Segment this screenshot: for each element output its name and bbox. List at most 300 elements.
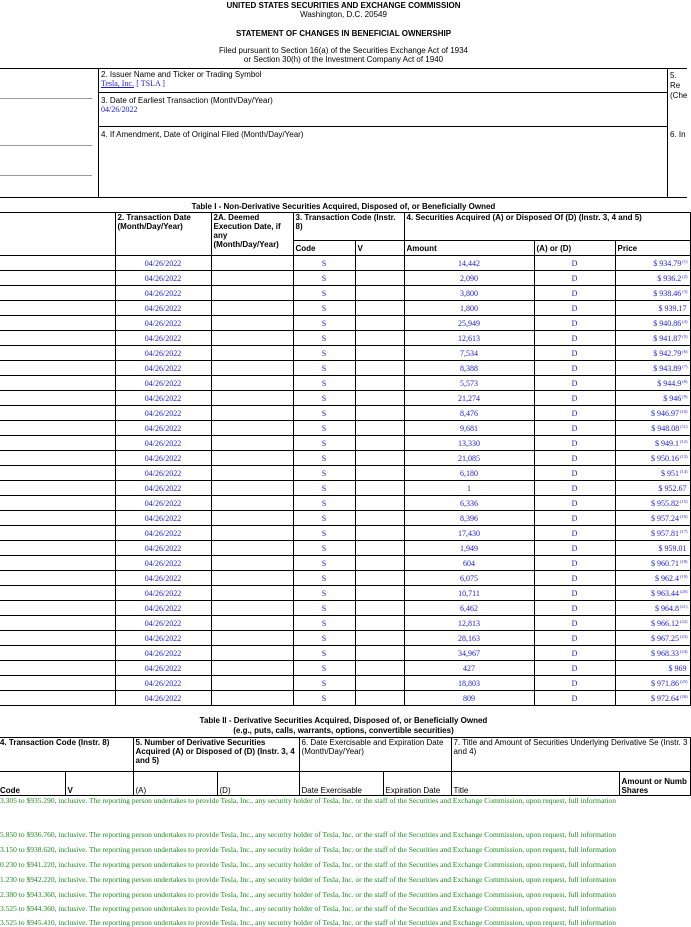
row-transaction-date: 04/26/2022	[115, 631, 211, 646]
row-deemed-date	[211, 391, 293, 406]
row-deemed-date	[211, 421, 293, 436]
col-deemed-execution-date: 2A. Deemed Execution Date, if any (Month/Day/Year)	[211, 213, 293, 256]
row-v	[355, 331, 404, 346]
footnote-ref[interactable]: (6)	[682, 348, 688, 354]
t2-sub-amount-shares: Amount or Numb Shares	[619, 772, 690, 796]
footnote-ref[interactable]: (12)	[680, 438, 688, 444]
row-security-title	[0, 331, 115, 346]
row-transaction-date: 04/26/2022	[115, 676, 211, 691]
row-a-or-d: D	[534, 331, 615, 346]
footnote-text: 1.230 to $942.220, inclusive. The reporting person undertakes to provide Tesla, Inc., any security holder of Tesla, Inc. or the staff of the Securities and Exchange Commission, upon request, full information	[0, 875, 616, 884]
row-v	[355, 601, 404, 616]
row-amount: 21,085	[404, 451, 534, 466]
footnote-text: 3.305 to $935.290, inclusive. The reporting person undertakes to provide Tesla, Inc., any security holder of Tesla, Inc. or the staff of the Securities and Exchange Commission, upon request, full information	[0, 796, 616, 805]
row-deemed-date	[211, 436, 293, 451]
row-security-title	[0, 601, 115, 616]
col-securities-acquired-disposed: 4. Securities Acquired (A) or Disposed Of (D) (Instr. 3, 4 and 5)	[404, 213, 690, 241]
footnote-ref[interactable]: (16)	[680, 513, 688, 519]
row-a-or-d: D	[534, 316, 615, 331]
row-v	[355, 466, 404, 481]
row-v	[355, 691, 404, 706]
row-deemed-date	[211, 676, 293, 691]
sub-price: Price	[615, 241, 690, 256]
row-amount: 6,462	[404, 601, 534, 616]
filed-pursuant-line-2: or Section 30(h) of the Investment Company Act of 1940	[243, 55, 444, 64]
table-2	[0, 737, 691, 796]
agency-title: UNITED STATES SECURITIES AND EXCHANGE COMMISSION	[226, 1, 461, 10]
row-code: S	[293, 601, 355, 616]
row-deemed-date	[211, 331, 293, 346]
row-security-title	[0, 361, 115, 376]
row-v	[355, 661, 404, 676]
box-4-amendment	[98, 127, 668, 198]
footnote-ref[interactable]: (15)	[680, 498, 688, 504]
row-v	[355, 391, 404, 406]
row-code: S	[293, 421, 355, 436]
row-security-title	[0, 391, 115, 406]
row-v	[355, 451, 404, 466]
row-price: $ 934.79$^{(1)}$	[615, 256, 690, 271]
row-a-or-d: D	[534, 541, 615, 556]
row-security-title	[0, 541, 115, 556]
row-transaction-date: 04/26/2022	[115, 511, 211, 526]
row-a-or-d: D	[534, 271, 615, 286]
footnote-ref[interactable]: (7)	[682, 363, 688, 369]
table-row	[0, 511, 690, 526]
row-deemed-date	[211, 601, 293, 616]
footnote-ref[interactable]: (17)	[680, 528, 688, 534]
row-deemed-date	[211, 451, 293, 466]
row-transaction-date: 04/26/2022	[115, 481, 211, 496]
row-code: S	[293, 631, 355, 646]
footnote-ref[interactable]: (3)	[682, 288, 688, 294]
footnote-ref[interactable]: (21)	[680, 603, 688, 609]
row-code: S	[293, 376, 355, 391]
table-row	[0, 301, 690, 316]
row-a-or-d: D	[534, 256, 615, 271]
footnote-ref[interactable]: (1)	[682, 258, 688, 264]
row-transaction-date: 04/26/2022	[115, 601, 211, 616]
row-code: S	[293, 646, 355, 661]
row-security-title	[0, 346, 115, 361]
row-code: S	[293, 661, 355, 676]
row-transaction-date: 04/26/2022	[115, 496, 211, 511]
row-a-or-d: D	[534, 286, 615, 301]
table-row	[0, 616, 690, 631]
col-title-and-amount: 7. Title and Amount of Securities Underlying Derivative Se (Instr. 3 and 4)	[451, 738, 690, 772]
row-security-title	[0, 271, 115, 286]
row-price: $ 952.67	[615, 481, 690, 496]
table-row	[0, 646, 690, 661]
row-v	[355, 376, 404, 391]
row-code: S	[293, 481, 355, 496]
footnote-ref[interactable]: (14)	[680, 468, 688, 474]
footnote-text: 2.380 to $943.360, inclusive. The reporting person undertakes to provide Tesla, Inc., any security holder of Tesla, Inc. or the staff of the Securities and Exchange Commission, upon request, full information	[0, 890, 616, 899]
row-amount: 17,430	[404, 526, 534, 541]
row-price: $ 941.87$^{(5)}$	[615, 331, 690, 346]
footnote-ref[interactable]: (19)	[680, 573, 688, 579]
footnote-ref[interactable]: (22)	[680, 618, 688, 624]
row-amount: 13,330	[404, 436, 534, 451]
box-2-issuer	[98, 68, 668, 93]
box-3-label: 3. Date of Earliest Transaction (Month/Day/Year)	[101, 96, 273, 105]
sub-code: Code	[293, 241, 355, 256]
row-transaction-date: 04/26/2022	[115, 616, 211, 631]
footnote-ref[interactable]: (18)	[680, 558, 688, 564]
row-security-title	[0, 631, 115, 646]
row-price: $ 957.24$^{(16)}$	[615, 511, 690, 526]
row-price: $ 940.86$^{(4)}$	[615, 316, 690, 331]
row-v	[355, 256, 404, 271]
row-amount: 10,711	[404, 586, 534, 601]
row-security-title	[0, 526, 115, 541]
row-amount: 7,534	[404, 346, 534, 361]
row-security-title	[0, 586, 115, 601]
row-transaction-date: 04/26/2022	[115, 526, 211, 541]
footnote-ref[interactable]: (5)	[682, 333, 688, 339]
footnote-ref[interactable]: (10)	[680, 408, 688, 414]
row-price: $ 936.2$^{(2)}$	[615, 271, 690, 286]
row-a-or-d: D	[534, 646, 615, 661]
row-code: S	[293, 271, 355, 286]
row-amount: 18,803	[404, 676, 534, 691]
row-a-or-d: D	[534, 586, 615, 601]
row-amount: 6,336	[404, 496, 534, 511]
row-code: S	[293, 526, 355, 541]
row-price: $ 959.01	[615, 541, 690, 556]
row-transaction-date: 04/26/2022	[115, 331, 211, 346]
row-transaction-date: 04/26/2022	[115, 646, 211, 661]
agency-location: Washington, D.C. 20549	[300, 10, 387, 19]
sub-a-or-d: (A) or (D)	[534, 241, 615, 256]
row-a-or-d: D	[534, 361, 615, 376]
row-security-title	[0, 691, 115, 706]
row-security-title	[0, 661, 115, 676]
row-amount: 809	[404, 691, 534, 706]
row-amount: 427	[404, 661, 534, 676]
row-transaction-date: 04/26/2022	[115, 691, 211, 706]
row-price: $ 955.82$^{(15)}$	[615, 496, 690, 511]
row-security-title	[0, 616, 115, 631]
box-4-label: 4. If Amendment, Date of Original Filed (Month/Day/Year)	[101, 130, 304, 139]
footnote-ref[interactable]: (26)	[680, 693, 688, 699]
row-security-title	[0, 436, 115, 451]
table-1	[0, 212, 691, 706]
row-a-or-d: D	[534, 406, 615, 421]
t2-sub-expiration-date: Expiration Date	[383, 772, 451, 796]
row-v	[355, 436, 404, 451]
row-code: S	[293, 256, 355, 271]
row-deemed-date	[211, 361, 293, 376]
row-code: S	[293, 361, 355, 376]
row-price: $ 942.79$^{(6)}$	[615, 346, 690, 361]
row-deemed-date	[211, 661, 293, 676]
row-v	[355, 481, 404, 496]
footnote-ref[interactable]: (24)	[680, 648, 688, 654]
row-transaction-date: 04/26/2022	[115, 586, 211, 601]
row-amount: 34,967	[404, 646, 534, 661]
row-deemed-date	[211, 556, 293, 571]
row-deemed-date	[211, 541, 293, 556]
row-v	[355, 421, 404, 436]
row-v	[355, 511, 404, 526]
row-v	[355, 586, 404, 601]
row-amount: 8,476	[404, 406, 534, 421]
box-6-label: 6. In	[670, 130, 686, 139]
row-deemed-date	[211, 616, 293, 631]
row-security-title	[0, 406, 115, 421]
footnote-ref[interactable]: (9)	[682, 393, 688, 399]
table-row	[0, 676, 690, 691]
t2-sub-code: Code	[0, 772, 65, 796]
row-price: $ 946$^{(9)}$	[615, 391, 690, 406]
footnote-ref[interactable]: (13)	[680, 453, 688, 459]
table-row	[0, 631, 690, 646]
row-a-or-d: D	[534, 526, 615, 541]
row-code: S	[293, 616, 355, 631]
row-deemed-date	[211, 301, 293, 316]
box-5-label: 5. Re (Che	[670, 71, 688, 100]
table-row	[0, 346, 690, 361]
row-deemed-date	[211, 406, 293, 421]
row-v	[355, 496, 404, 511]
row-security-title	[0, 316, 115, 331]
row-security-title	[0, 451, 115, 466]
row-deemed-date	[211, 346, 293, 361]
row-security-title	[0, 466, 115, 481]
row-price: $ 944.9$^{(8)}$	[615, 376, 690, 391]
row-price: $ 949.1$^{(12)}$	[615, 436, 690, 451]
row-a-or-d: D	[534, 676, 615, 691]
row-transaction-date: 04/26/2022	[115, 541, 211, 556]
table-row	[0, 601, 690, 616]
row-transaction-date: 04/26/2022	[115, 256, 211, 271]
footnote-text: 3.525 to $944.360, inclusive. The reporting person undertakes to provide Tesla, Inc., any security holder of Tesla, Inc. or the staff of the Securities and Exchange Commission, upon request, full information	[0, 904, 616, 913]
row-transaction-date: 04/26/2022	[115, 436, 211, 451]
row-amount: 1,800	[404, 301, 534, 316]
row-a-or-d: D	[534, 601, 615, 616]
t2-sub-date-exercisable: Date Exercisable	[299, 772, 383, 796]
filed-pursuant-line-1: Filed pursuant to Section 16(a) of the Securities Exchange Act of 1934	[218, 46, 469, 55]
table-row	[0, 436, 690, 451]
row-code: S	[293, 346, 355, 361]
row-price: $ 943.89$^{(7)}$	[615, 361, 690, 376]
row-amount: 8,396	[404, 511, 534, 526]
box-2-label: 2. Issuer Name and Ticker or Trading Symbol	[101, 70, 262, 79]
row-code: S	[293, 541, 355, 556]
row-price: $ 969	[615, 661, 690, 676]
t2-sub-d: (D)	[217, 772, 299, 796]
table-row	[0, 571, 690, 586]
row-amount: 1,949	[404, 541, 534, 556]
table-row	[0, 256, 690, 271]
table-row	[0, 271, 690, 286]
row-transaction-date: 04/26/2022	[115, 556, 211, 571]
footnote-text: 3.525 to $945.410, inclusive. The reporting person undertakes to provide Tesla, Inc., any security holder of Tesla, Inc. or the staff of the Securities and Exchange Commission, upon request, full information	[0, 918, 616, 927]
table-1-title: Table I - Non-Derivative Securities Acquired, Disposed of, or Beneficially Owned	[191, 202, 496, 211]
row-amount: 28,163	[404, 631, 534, 646]
row-code: S	[293, 451, 355, 466]
row-code: S	[293, 316, 355, 331]
row-transaction-date: 04/26/2022	[115, 451, 211, 466]
row-a-or-d: D	[534, 571, 615, 586]
row-amount: 2,090	[404, 271, 534, 286]
row-security-title	[0, 421, 115, 436]
row-price: $ 951$^{(14)}$	[615, 466, 690, 481]
issuer-name-link[interactable]: Tesla, Inc.	[101, 79, 134, 88]
row-a-or-d: D	[534, 616, 615, 631]
row-a-or-d: D	[534, 631, 615, 646]
row-v	[355, 286, 404, 301]
row-security-title	[0, 556, 115, 571]
row-price: $ 964.8$^{(21)}$	[615, 601, 690, 616]
row-code: S	[293, 571, 355, 586]
row-price: $ 963.44$^{(20)}$	[615, 586, 690, 601]
row-deemed-date	[211, 496, 293, 511]
table-row	[0, 361, 690, 376]
row-amount: 6,075	[404, 571, 534, 586]
row-a-or-d: D	[534, 481, 615, 496]
row-v	[355, 271, 404, 286]
table-row	[0, 556, 690, 571]
footnote-ref[interactable]: (4)	[682, 318, 688, 324]
row-price: $ 938.46$^{(3)}$	[615, 286, 690, 301]
box-3-earliest-date	[98, 93, 668, 127]
row-deemed-date	[211, 691, 293, 706]
row-price: $ 946.97$^{(10)}$	[615, 406, 690, 421]
row-security-title	[0, 571, 115, 586]
row-transaction-date: 04/26/2022	[115, 421, 211, 436]
row-a-or-d: D	[534, 496, 615, 511]
row-price: $ 948.08$^{(11)}$	[615, 421, 690, 436]
row-code: S	[293, 586, 355, 601]
row-a-or-d: D	[534, 421, 615, 436]
row-v	[355, 361, 404, 376]
row-code: S	[293, 676, 355, 691]
row-deemed-date	[211, 481, 293, 496]
table-row	[0, 481, 690, 496]
row-v	[355, 571, 404, 586]
row-code: S	[293, 496, 355, 511]
row-transaction-date: 04/26/2022	[115, 661, 211, 676]
col-transaction-code: 3. Transaction Code (Instr. 8)	[293, 213, 404, 241]
row-transaction-date: 04/26/2022	[115, 376, 211, 391]
row-deemed-date	[211, 511, 293, 526]
row-price: $ 966.12$^{(22)}$	[615, 616, 690, 631]
form-title: STATEMENT OF CHANGES IN BENEFICIAL OWNERSHIP	[235, 29, 452, 38]
footnote-ref[interactable]: (20)	[680, 588, 688, 594]
row-a-or-d: D	[534, 661, 615, 676]
row-transaction-date: 04/26/2022	[115, 316, 211, 331]
row-a-or-d: D	[534, 511, 615, 526]
row-security-title	[0, 286, 115, 301]
table-row	[0, 691, 690, 706]
row-transaction-date: 04/26/2022	[115, 466, 211, 481]
row-code: S	[293, 466, 355, 481]
footnote-text: 5.850 to $936.760, inclusive. The reporting person undertakes to provide Tesla, Inc., any security holder of Tesla, Inc. or the staff of the Securities and Exchange Commission, upon request, full information	[0, 830, 616, 839]
row-amount: 5,573	[404, 376, 534, 391]
row-a-or-d: D	[534, 376, 615, 391]
earliest-transaction-date: 04/26/2022	[101, 105, 138, 114]
row-deemed-date	[211, 526, 293, 541]
row-deemed-date	[211, 466, 293, 481]
row-price: $ 960.71$^{(18)}$	[615, 556, 690, 571]
row-v	[355, 616, 404, 631]
row-deemed-date	[211, 376, 293, 391]
ticker-symbol: [ TSLA ]	[136, 79, 165, 88]
row-price: $ 950.16$^{(13)}$	[615, 451, 690, 466]
row-security-title	[0, 646, 115, 661]
table-row	[0, 661, 690, 676]
col-number-of-derivative-securities: 5. Number of Derivative Securities Acquired (A) or Disposed of (D) (Instr. 3, 4 and 5)	[133, 738, 299, 772]
row-deemed-date	[211, 286, 293, 301]
row-amount: 6,180	[404, 466, 534, 481]
col-derivative-transaction-code: 4. Transaction Code (Instr. 8)	[0, 738, 133, 772]
row-amount: 604	[404, 556, 534, 571]
row-amount: 12,813	[404, 616, 534, 631]
row-amount: 21,274	[404, 391, 534, 406]
row-deemed-date	[211, 571, 293, 586]
row-a-or-d: D	[534, 346, 615, 361]
footnote-ref[interactable]: (25)	[680, 678, 688, 684]
footnote-text: 0.230 to $941.220, inclusive. The reporting person undertakes to provide Tesla, Inc., any security holder of Tesla, Inc. or the staff of the Securities and Exchange Commission, upon request, full information	[0, 860, 616, 869]
row-a-or-d: D	[534, 691, 615, 706]
row-v	[355, 301, 404, 316]
row-amount: 12,613	[404, 331, 534, 346]
footnote-ref[interactable]: (11)	[680, 423, 688, 429]
row-amount: 25,949	[404, 316, 534, 331]
row-v	[355, 556, 404, 571]
sub-v: V	[355, 241, 404, 256]
row-code: S	[293, 556, 355, 571]
col-date-exercisable-expiration: 6. Date Exercisable and Expiration Date (Month/Day/Year)	[299, 738, 451, 772]
footnote-ref[interactable]: (23)	[680, 633, 688, 639]
footnote-text: 3.150 to $938.620, inclusive. The reporting person undertakes to provide Tesla, Inc., any security holder of Tesla, Inc. or the staff of the Securities and Exchange Commission, upon request, full information	[0, 845, 616, 854]
table-row	[0, 316, 690, 331]
table-row	[0, 466, 690, 481]
table-1-col-1	[0, 213, 115, 256]
row-price: $ 971.86$^{(25)}$	[615, 676, 690, 691]
t2-sub-v: V	[65, 772, 133, 796]
row-security-title	[0, 676, 115, 691]
footnote-ref[interactable]: (2)	[682, 273, 688, 279]
row-code: S	[293, 691, 355, 706]
row-transaction-date: 04/26/2022	[115, 346, 211, 361]
table-row	[0, 586, 690, 601]
t2-sub-a: (A)	[133, 772, 217, 796]
row-amount: 1	[404, 481, 534, 496]
t2-sub-title: Title	[451, 772, 619, 796]
table-2-subtitle: (e.g., puts, calls, warrants, options, convertible securities)	[233, 726, 454, 735]
row-deemed-date	[211, 646, 293, 661]
footnote-ref[interactable]: (8)	[682, 378, 688, 384]
row-code: S	[293, 406, 355, 421]
table-row	[0, 391, 690, 406]
row-v	[355, 676, 404, 691]
sub-amount: Amount	[404, 241, 534, 256]
row-v	[355, 406, 404, 421]
row-amount: 9,681	[404, 421, 534, 436]
row-a-or-d: D	[534, 301, 615, 316]
table-row	[0, 286, 690, 301]
row-transaction-date: 04/26/2022	[115, 286, 211, 301]
row-deemed-date	[211, 586, 293, 601]
table-2-title: Table II - Derivative Securities Acquired, Disposed of, or Beneficially Owned	[199, 716, 488, 725]
row-v	[355, 541, 404, 556]
row-transaction-date: 04/26/2022	[115, 391, 211, 406]
row-amount: 3,800	[404, 286, 534, 301]
row-code: S	[293, 331, 355, 346]
